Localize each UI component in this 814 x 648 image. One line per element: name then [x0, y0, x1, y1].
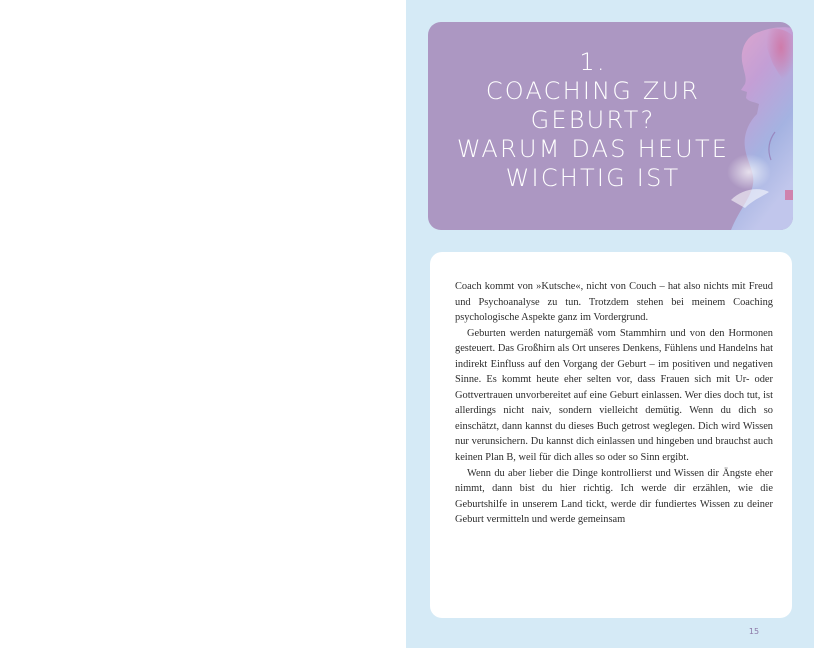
paragraph-2: Geburten werden naturgemäß vom Stammhirn und von den Hormonen gesteuert. Das Großhirn als Ort unseres Denkens, Fühlens und Handelns hat indirekt Einfluss auf den Vorgang der Geburt – im positiven und negativen Sinne. Es kommt heute eher selten vor, dass Frauen sich mit Ur- oder Gottvertrauen unvorbereitet auf eine Geburt einlassen. Wer dies doch tut, ist allerdings nicht naiv, sondern vielleicht demütig. Wenn du dich so einschätzt, dann kannst du dieses Buch getrost weglegen. Dich wird Wissen nur verunsichern. Du kannst dich einlassen und hingeben und brauchst auch keinen Plan B, weil für dich alles so oder so Sinn ergibt. [455, 327, 773, 464]
right-page [406, 0, 814, 648]
body-text [455, 279, 773, 528]
page-number: 15 [748, 627, 760, 636]
paragraph-1: Coach kommt von »Kutsche«, nicht von Couch – hat also nichts mit Freud und Psychoanalyse zu tun. Trotzdem stehen bei meinem Coaching psychologische Aspekte ganz im Vordergrund. [455, 281, 773, 324]
pregnant-woman-silhouette-icon [713, 22, 793, 230]
text-card [430, 252, 792, 618]
chapter-title: 1. COACHING ZUR GEBURT? WARUM DAS HEUTE WICHTIG IST [456, 48, 730, 192]
left-blank-page [0, 0, 406, 648]
chapter-header-box [428, 22, 793, 230]
paragraph-3: Wenn du aber lieber die Dinge kontrollierst und Wissen dir Ängste eher nimmt, dann bist du hier richtig. Ich werde dir erzählen, wie die Geburtshilfe in unserem Land tickt, werde dir fundiertes Wissen zu deiner Geburt vermitteln und werde gemeinsam [455, 467, 773, 526]
